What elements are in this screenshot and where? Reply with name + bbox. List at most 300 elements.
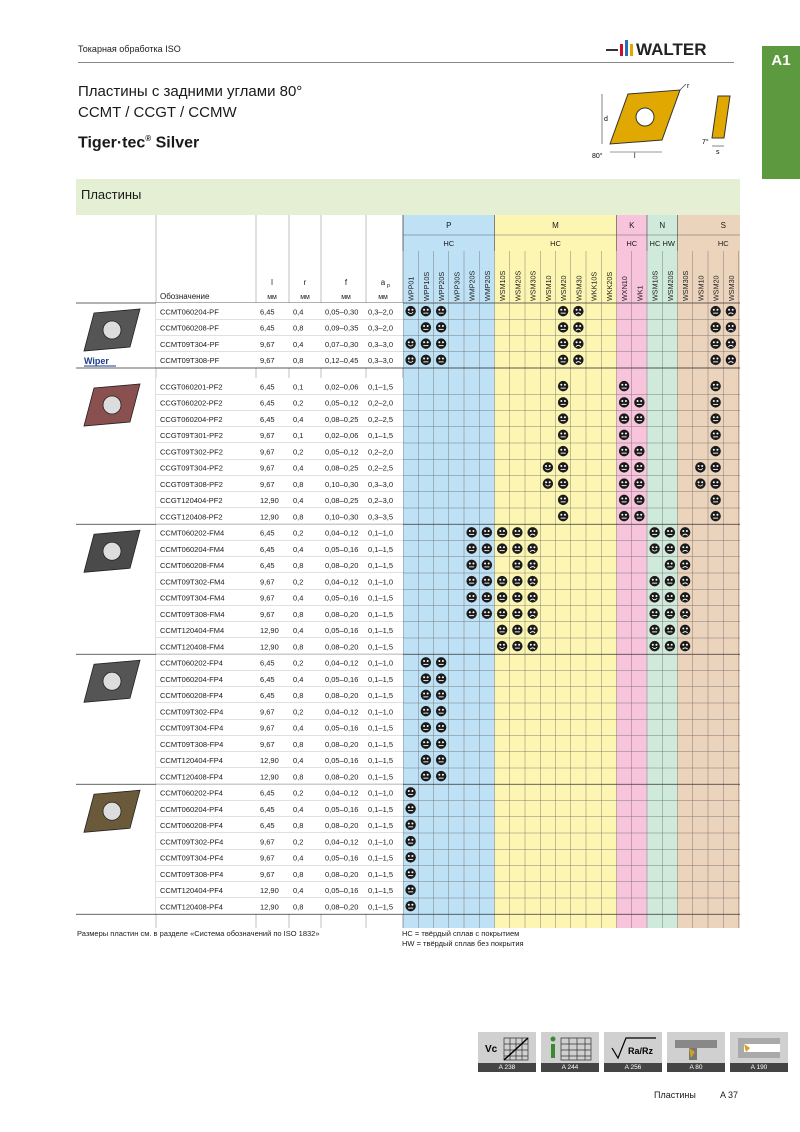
value-ap: 0,1–1,5 (368, 626, 394, 636)
designation: CCMT09T308-FP4 (160, 739, 224, 749)
designation: CCMT09T302-PF4 (160, 837, 224, 847)
smiley-sad-icon (726, 322, 736, 332)
value-r: 0,8 (293, 772, 304, 782)
value-f: 0,08–0,20 (325, 869, 359, 879)
section-tab: A1 (762, 46, 800, 179)
smiley-happy-icon (695, 478, 705, 488)
value-l: 6,45 (260, 414, 275, 424)
grade-name: WSM20 (559, 275, 569, 301)
smiley-neutral-icon (512, 543, 522, 553)
insert-image-fm4-icon (84, 530, 140, 572)
value-r: 0,2 (293, 447, 304, 457)
smiley-neutral-icon (482, 560, 492, 570)
info-icon (541, 1032, 599, 1063)
designation: CCGT060201-PF2 (160, 382, 223, 392)
smiley-neutral-icon (436, 657, 446, 667)
smiley-neutral-icon (405, 885, 415, 895)
smiley-neutral-icon (710, 381, 720, 391)
smiley-neutral-icon (466, 560, 476, 570)
walter-logo (606, 38, 740, 58)
smiley-neutral-icon (634, 478, 644, 488)
smiley-neutral-icon (421, 338, 431, 348)
group-subtype: HC (717, 239, 729, 248)
grade-name: WSM30S (528, 270, 538, 301)
ref-info[interactable] (541, 1032, 599, 1072)
value-f: 0,04–0,12 (325, 837, 359, 847)
smiley-neutral-icon (421, 706, 431, 716)
smiley-neutral-icon (665, 608, 675, 618)
value-r: 0,4 (293, 463, 304, 473)
ref-holder[interactable] (667, 1032, 725, 1072)
value-ap: 0,1–1,5 (368, 902, 394, 912)
brand-name: Tiger·tec (78, 134, 146, 152)
designation: CCGT060204-PF2 (160, 414, 223, 424)
footnote-hc: HC = твёрдый сплав с покрытием (402, 929, 520, 938)
value-l: 9,67 (260, 479, 275, 489)
smiley-neutral-icon (558, 430, 568, 440)
smiley-neutral-icon (436, 755, 446, 765)
value-r: 0,4 (293, 804, 304, 814)
smiley-sad-icon (726, 306, 736, 316)
value-f: 0,05–0,16 (325, 593, 359, 603)
designation: CCMT120408-FP4 (160, 772, 223, 782)
smiley-neutral-icon (665, 641, 675, 651)
smiley-neutral-icon (421, 722, 431, 732)
smiley-neutral-icon (421, 755, 431, 765)
insert-image-pf4-icon (84, 790, 140, 832)
smiley-neutral-icon (436, 690, 446, 700)
smiley-sad-icon (573, 322, 583, 332)
smiley-sad-icon (680, 608, 690, 618)
smiley-neutral-icon (619, 478, 629, 488)
smiley-neutral-icon (512, 576, 522, 586)
smiley-sad-icon (680, 576, 690, 586)
smiley-neutral-icon (558, 306, 568, 316)
smiley-neutral-icon (558, 381, 568, 391)
designation: CCMT060208-FP4 (160, 691, 223, 701)
grade-name: WKK10S (589, 271, 599, 301)
smiley-neutral-icon (466, 543, 476, 553)
designation: CCMT060208-PF (160, 323, 219, 333)
smiley-neutral-icon (619, 397, 629, 407)
smiley-neutral-icon (512, 608, 522, 618)
smiley-sad-icon (573, 306, 583, 316)
value-r: 0,2 (293, 837, 304, 847)
smiley-neutral-icon (558, 413, 568, 423)
smiley-neutral-icon (497, 543, 507, 553)
smiley-neutral-icon (619, 462, 629, 472)
value-l: 9,67 (260, 853, 275, 863)
ref-label: A 256 (604, 1063, 662, 1072)
value-f: 0,09–0,35 (325, 323, 359, 333)
smiley-neutral-icon (405, 787, 415, 797)
smiley-sad-icon (527, 560, 537, 570)
cutting-data-icon (478, 1032, 536, 1063)
smiley-neutral-icon (497, 625, 507, 635)
designation: CCMT09T302-FP4 (160, 707, 224, 717)
value-ap: 0,1–1,5 (368, 886, 394, 896)
value-ap: 0,3–3,0 (368, 479, 394, 489)
value-l: 9,67 (260, 739, 275, 749)
value-ap: 0,1–1,0 (368, 788, 394, 798)
dim-r: r (687, 83, 690, 90)
smiley-happy-icon (649, 592, 659, 602)
page-title (78, 81, 302, 123)
value-r: 0,8 (293, 739, 304, 749)
smiley-neutral-icon (405, 868, 415, 878)
value-r: 0,8 (293, 609, 304, 619)
value-f: 0,12–0,45 (325, 356, 359, 366)
grade-name: WSM30 (726, 275, 736, 301)
value-f: 0,02–0,06 (325, 382, 359, 392)
smiley-neutral-icon (558, 446, 568, 456)
value-f: 0,04–0,12 (325, 577, 359, 587)
designation: CCGT09T301-PF2 (160, 431, 223, 441)
brand-line (78, 134, 199, 152)
grade-name: WPP01 (406, 276, 416, 301)
smiley-sad-icon (527, 608, 537, 618)
dim-l: l (634, 153, 636, 160)
value-ap: 0,1–1,5 (368, 756, 394, 766)
footnote-legend (402, 929, 524, 949)
smiley-neutral-icon (558, 495, 568, 505)
value-f: 0,08–0,20 (325, 642, 359, 652)
designation: CCMT060204-PF4 (160, 804, 223, 814)
group-name: M (552, 221, 559, 230)
smiley-happy-icon (649, 543, 659, 553)
smiley-neutral-icon (421, 771, 431, 781)
grade-name: WSM10 (696, 275, 706, 301)
insert-image-fp4-icon (84, 660, 140, 702)
smiley-neutral-icon (436, 355, 446, 365)
value-l: 9,67 (260, 339, 275, 349)
smiley-neutral-icon (710, 413, 720, 423)
brand-text: WALTER (636, 40, 707, 58)
reference-icons (478, 1032, 788, 1072)
value-ap: 0,1–1,5 (368, 804, 394, 814)
value-l: 9,67 (260, 593, 275, 603)
smiley-neutral-icon (482, 576, 492, 586)
section-header: Пластины (76, 179, 740, 215)
smiley-neutral-icon (405, 901, 415, 911)
designation: CCMT060204-PF (160, 307, 219, 317)
smiley-neutral-icon (634, 462, 644, 472)
smiley-happy-icon (405, 355, 415, 365)
smiley-neutral-icon (558, 478, 568, 488)
smiley-neutral-icon (619, 413, 629, 423)
grade-name: WK1 (635, 285, 645, 301)
value-ap: 0,2–3,0 (368, 496, 394, 506)
page-number: A 37 (720, 1090, 739, 1100)
designation: CCMT09T308-FM4 (160, 609, 225, 619)
smiley-neutral-icon (497, 608, 507, 618)
smiley-neutral-icon (710, 462, 720, 472)
value-f: 0,08–0,20 (325, 739, 359, 749)
smiley-sad-icon (527, 576, 537, 586)
smiley-neutral-icon (710, 306, 720, 316)
dim-d: d (604, 116, 608, 123)
grade-name: WSM20S (665, 270, 675, 301)
smiley-neutral-icon (512, 641, 522, 651)
value-ap: 0,1–1,5 (368, 739, 394, 749)
smiley-happy-icon (405, 338, 415, 348)
value-l: 6,45 (260, 821, 275, 831)
value-ap: 0,1–1,5 (368, 431, 394, 441)
designation: CCMT060208-FM4 (160, 561, 225, 571)
grade-name: WPP20S (437, 271, 447, 301)
value-l: 6,45 (260, 691, 275, 701)
smiley-neutral-icon (665, 625, 675, 635)
value-r: 0,4 (293, 723, 304, 733)
designation: CCMT09T304-FM4 (160, 593, 225, 603)
value-ap: 0,2–2,5 (368, 463, 394, 473)
value-f: 0,05–0,12 (325, 398, 359, 408)
smiley-neutral-icon (436, 738, 446, 748)
smiley-neutral-icon (466, 527, 476, 537)
surface-roughness-icon (604, 1032, 662, 1063)
group-name: K (629, 221, 635, 230)
dim-clearance: 7° (702, 139, 709, 146)
smiley-neutral-icon (558, 322, 568, 332)
value-r: 0,4 (293, 756, 304, 766)
smiley-neutral-icon (405, 820, 415, 830)
ref-cutting-data[interactable] (478, 1032, 536, 1072)
smiley-neutral-icon (619, 511, 629, 521)
value-l: 9,67 (260, 837, 275, 847)
designation: CCMT09T304-FP4 (160, 723, 224, 733)
value-l: 9,67 (260, 869, 275, 879)
value-r: 0,2 (293, 528, 304, 538)
col-unit: мм (378, 294, 388, 301)
value-ap: 0,1–1,0 (368, 707, 394, 717)
value-l: 12,90 (260, 902, 279, 912)
smiley-sad-icon (680, 543, 690, 553)
smiley-neutral-icon (436, 706, 446, 716)
value-l: 6,45 (260, 658, 275, 668)
smiley-neutral-icon (649, 608, 659, 618)
smiley-neutral-icon (512, 625, 522, 635)
value-l: 12,90 (260, 626, 279, 636)
smiley-neutral-icon (665, 543, 675, 553)
value-f: 0,05–0,30 (325, 307, 359, 317)
designation: CCMT09T304-PF (160, 339, 220, 349)
value-f: 0,10–0,30 (325, 479, 359, 489)
smiley-happy-icon (695, 462, 705, 472)
smiley-neutral-icon (405, 803, 415, 813)
value-f: 0,08–0,20 (325, 561, 359, 571)
boring-bar-icon (730, 1032, 788, 1063)
roughness-text: Ra/Rz (628, 1045, 654, 1056)
smiley-neutral-icon (665, 576, 675, 586)
value-f: 0,05–0,16 (325, 674, 359, 684)
smiley-neutral-icon (649, 527, 659, 537)
value-l: 6,45 (260, 544, 275, 554)
svg-text:Vc: Vc (485, 1043, 498, 1055)
smiley-neutral-icon (436, 722, 446, 732)
value-ap: 0,2–2,0 (368, 398, 394, 408)
ref-roughness[interactable] (604, 1032, 662, 1072)
value-ap: 0,1–1,5 (368, 869, 394, 879)
value-f: 0,05–0,16 (325, 723, 359, 733)
col-designation: Обозначение (160, 292, 210, 301)
designation: CCGT09T304-PF2 (160, 463, 223, 473)
grade-name: WXN10 (620, 276, 630, 301)
value-f: 0,05–0,16 (325, 544, 359, 554)
smiley-happy-icon (405, 306, 415, 316)
value-r: 0,4 (293, 414, 304, 424)
value-f: 0,08–0,20 (325, 609, 359, 619)
value-f: 0,05–0,16 (325, 853, 359, 863)
holder-icon (667, 1032, 725, 1063)
value-ap: 0,1–1,5 (368, 382, 394, 392)
value-ap: 0,1–1,5 (368, 561, 394, 571)
smiley-neutral-icon (405, 852, 415, 862)
value-ap: 0,1–1,5 (368, 821, 394, 831)
designation: CCGT09T308-PF2 (160, 479, 223, 489)
insert-image-pf2-icon (84, 384, 140, 426)
smiley-neutral-icon (482, 527, 492, 537)
designation: CCGT060202-PF2 (160, 398, 223, 408)
value-r: 0,4 (293, 626, 304, 636)
col-unit: мм (300, 294, 310, 301)
smiley-neutral-icon (466, 576, 476, 586)
footer-section: Пластины (654, 1090, 696, 1100)
smiley-neutral-icon (665, 592, 675, 602)
smiley-sad-icon (680, 560, 690, 570)
smiley-neutral-icon (436, 673, 446, 683)
header-rule (78, 62, 734, 63)
smiley-neutral-icon (558, 511, 568, 521)
value-f: 0,08–0,20 (325, 691, 359, 701)
smiley-sad-icon (527, 641, 537, 651)
value-r: 0,8 (293, 561, 304, 571)
smiley-neutral-icon (512, 560, 522, 570)
smiley-neutral-icon (436, 771, 446, 781)
smiley-neutral-icon (634, 413, 644, 423)
value-r: 0,8 (293, 902, 304, 912)
value-r: 0,2 (293, 658, 304, 668)
value-f: 0,08–0,20 (325, 902, 359, 912)
value-r: 0,8 (293, 356, 304, 366)
smiley-neutral-icon (558, 397, 568, 407)
value-l: 9,67 (260, 723, 275, 733)
smiley-sad-icon (527, 543, 537, 553)
group-subtype: HC (550, 239, 561, 248)
smiley-neutral-icon (710, 355, 720, 365)
grade-name: WSM20S (513, 270, 523, 301)
smiley-neutral-icon (634, 511, 644, 521)
smiley-neutral-icon (482, 592, 492, 602)
value-ap: 0,1–1,5 (368, 691, 394, 701)
smiley-sad-icon (726, 355, 736, 365)
smiley-neutral-icon (710, 478, 720, 488)
smiley-happy-icon (649, 641, 659, 651)
value-f: 0,05–0,16 (325, 626, 359, 636)
smiley-sad-icon (680, 592, 690, 602)
value-l: 12,90 (260, 642, 279, 652)
value-f: 0,04–0,12 (325, 707, 359, 717)
value-f: 0,10–0,30 (325, 512, 359, 522)
ref-label: A 238 (478, 1063, 536, 1072)
value-f: 0,02–0,06 (325, 431, 359, 441)
smiley-neutral-icon (512, 527, 522, 537)
designation: CCMT060202-FP4 (160, 658, 223, 668)
value-ap: 0,3–3,0 (368, 339, 394, 349)
value-l: 9,67 (260, 463, 275, 473)
value-f: 0,05–0,16 (325, 756, 359, 766)
smiley-sad-icon (573, 338, 583, 348)
grade-name: WSM10S (650, 270, 660, 301)
ref-label: A 190 (730, 1063, 788, 1072)
value-f: 0,08–0,20 (325, 821, 359, 831)
smiley-neutral-icon (619, 446, 629, 456)
value-f: 0,08–0,25 (325, 414, 359, 424)
value-f: 0,07–0,30 (325, 339, 359, 349)
col-unit: мм (341, 294, 351, 301)
ref-boring-bar[interactable] (730, 1032, 788, 1072)
grade-name: WMP20S (467, 270, 477, 301)
designation: CCMT09T304-PF4 (160, 853, 224, 863)
value-ap: 0,3–3,0 (368, 356, 394, 366)
designation: CCMT060208-PF4 (160, 821, 223, 831)
value-l: 6,45 (260, 323, 275, 333)
registered-mark: ® (145, 134, 152, 143)
smiley-neutral-icon (497, 527, 507, 537)
dim-s: s (716, 149, 720, 156)
smiley-neutral-icon (619, 495, 629, 505)
value-r: 0,8 (293, 479, 304, 489)
grade-name: WPP30S (452, 271, 462, 301)
smiley-neutral-icon (558, 338, 568, 348)
value-ap: 0,2–2,5 (368, 414, 394, 424)
insert-image-pf-icon (84, 309, 140, 351)
value-r: 0,1 (293, 382, 304, 392)
value-l: 6,45 (260, 398, 275, 408)
smiley-neutral-icon (649, 576, 659, 586)
col-unit: мм (267, 294, 277, 301)
value-f: 0,04–0,12 (325, 788, 359, 798)
smiley-sad-icon (680, 641, 690, 651)
designation: CCGT120404-PF2 (160, 496, 223, 506)
designation: CCMT120404-FM4 (160, 626, 225, 636)
smiley-neutral-icon (421, 690, 431, 700)
smiley-neutral-icon (482, 543, 492, 553)
designation: CCMT120408-PF4 (160, 902, 223, 912)
value-l: 6,45 (260, 561, 275, 571)
value-r: 0,2 (293, 707, 304, 717)
col-label: r (303, 278, 307, 287)
value-l: 9,67 (260, 609, 275, 619)
smiley-neutral-icon (497, 592, 507, 602)
smiley-neutral-icon (436, 306, 446, 316)
value-ap: 0,1–1,5 (368, 674, 394, 684)
grade-name: WSM10S (498, 270, 508, 301)
grade-name: WSM30S (681, 270, 691, 301)
wiper-label: Wiper (84, 356, 109, 366)
smiley-neutral-icon (405, 836, 415, 846)
dim-angle: 80° (592, 153, 603, 160)
smiley-neutral-icon (421, 322, 431, 332)
smiley-neutral-icon (634, 397, 644, 407)
group-name: N (659, 221, 666, 230)
value-f: 0,08–0,25 (325, 496, 359, 506)
smiley-neutral-icon (421, 738, 431, 748)
value-l: 12,90 (260, 512, 279, 522)
smiley-sad-icon (527, 592, 537, 602)
ref-label: A 80 (667, 1063, 725, 1072)
value-l: 9,67 (260, 356, 275, 366)
value-l: 6,45 (260, 788, 275, 798)
